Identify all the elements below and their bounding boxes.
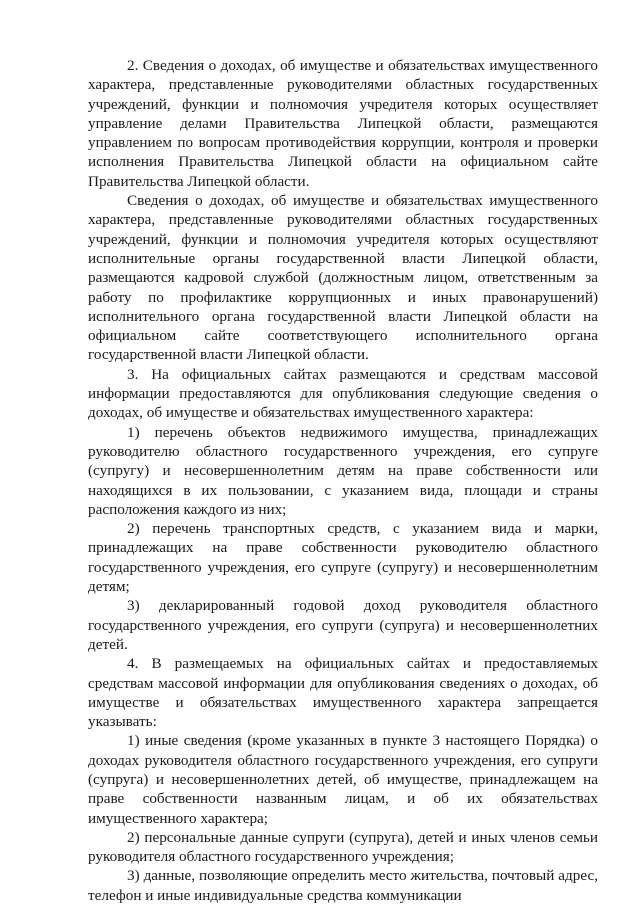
list-item-3-3: 3) декларированный годовой доход руководителя областного государственного учреждения, его супруги (супруга) и несовершеннолетних детей.	[88, 597, 598, 653]
list-item-4-2: 2) персональные данные супруги (супруга), детей и иных членов семьи руководителя областного государственного учреждения;	[88, 828, 598, 866]
paragraph-4: 4. В размещаемых на официальных сайтах и предоставляемых средствам массовой информации для опубликования сведениях о доходах, об имуществе и обязательствах имущественного характера запрещается указывать:	[88, 655, 598, 731]
list-item-3-1: 1) перечень объектов недвижимого имущества, принадлежащих руководителю областного государственного учреждения, его супруге (супругу) и несовершеннолетним детям на праве собственности или находящихся в их пользовании, с указанием вида, площади и страны расположения каждого из них;	[88, 423, 598, 518]
list-item-4-3: 3) данные, позволяющие определить место жительства, почтовый адрес, телефон и иные индивидуальные средства коммуникации	[88, 867, 598, 904]
list-item-3-2: 2) перечень транспортных средств, с указанием вида и марки, принадлежащих на праве собственности руководителю областного государственного учреждения, его супруге (супругу) и несовершеннолетним детям;	[88, 520, 598, 596]
document-page	[88, 56, 598, 905]
paragraph-2-continued: Сведения о доходах, об имуществе и обязательствах имущественного характера, представленные руководителями областных государственных учреждений, функции и полномочия учредителя которых осуществляют исполнительные органы государственной власти Липецкой области, размещаются кадровой службой (должностным лицом, ответственным за работу по профилактике коррупционных и иных правонарушений) исполнительного органа государственной власти Липецкой области на официальном сайте соответствующего исполнительного органа государственной власти Липецкой области.	[88, 192, 598, 364]
paragraph-2: 2. Сведения о доходах, об имуществе и обязательствах имущественного характера, представленные руководителями областных государственных учреждений, функции и полномочия учредителя которых осуществляет управление делами Правительства Липецкой области, размещаются управлением по вопросам противодействия коррупции, контроля и проверки исполнения Правительства Липецкой области на официальном сайте Правительства Липецкой области.	[88, 57, 598, 190]
list-item-4-1: 1) иные сведения (кроме указанных в пункте 3 настоящего Порядка) о доходах руководителя областного государственного учреждения, его супруги (супруга) и несовершеннолетних детей, об имуществе, принадлежащем на праве собственности названным лицам, и об их обязательствах имущественного характера;	[88, 732, 598, 827]
paragraph-3: 3. На официальных сайтах размещаются и средствам массовой информации предоставляются для опубликования следующие сведения о доходах, об имуществе и обязательствах имущественного характера:	[88, 365, 598, 422]
